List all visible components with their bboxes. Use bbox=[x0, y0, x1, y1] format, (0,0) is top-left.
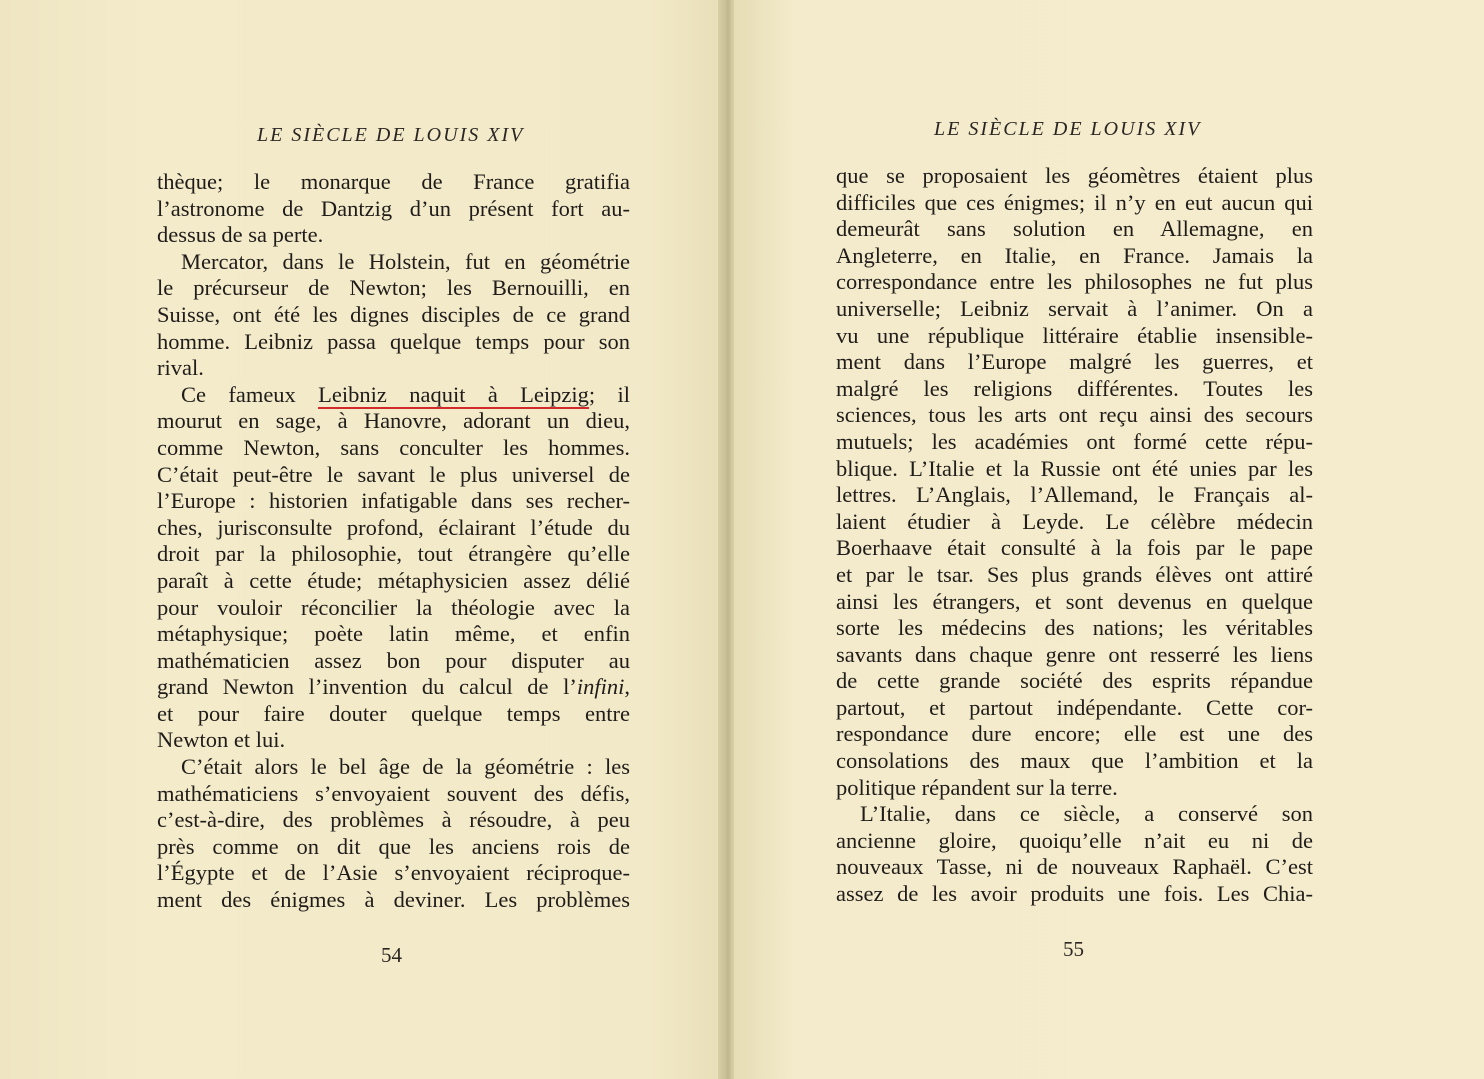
text-line: respondance dure encore; elle est une des bbox=[836, 721, 1313, 747]
text-line: C’était alors le bel âge de la géométrie : les bbox=[181, 754, 630, 780]
text-line: le précurseur de Newton; les Bernouilli, en bbox=[157, 275, 630, 301]
running-header-left: LE SIÈCLE DE LOUIS XIV bbox=[257, 124, 525, 146]
right-page bbox=[734, 0, 1484, 1079]
text-line: Boerhaave était consulté à la fois par le pape bbox=[836, 535, 1313, 561]
text-line: pour vouloir réconcilier la théologie avec la bbox=[157, 594, 630, 620]
text-line: l’Europe : historien infatigable dans ses recher- bbox=[157, 488, 630, 514]
text-line: universelle; Leibniz servait à l’animer. On a bbox=[836, 295, 1313, 321]
text-line: Suisse, ont été les dignes disciples de ce grand bbox=[157, 301, 630, 327]
text-line: sciences, tous les arts ont reçu ainsi des secours bbox=[836, 402, 1313, 428]
text-line: politique répandent sur la terre. bbox=[836, 774, 1118, 800]
text-line-italic bbox=[157, 674, 630, 701]
text-line: Angleterre, en Italie, en France. Jamais la bbox=[836, 242, 1313, 268]
text-line: lettres. L’Anglais, l’Allemand, le Français al- bbox=[836, 482, 1313, 508]
text-line: homme. Leibniz passa quelque temps pour son bbox=[157, 328, 630, 354]
text-line: Mercator, dans le Holstein, fut en géométrie bbox=[181, 248, 630, 274]
text-line: rival. bbox=[157, 355, 204, 381]
text-line: mourut en sage, à Hanovre, adorant un dieu, bbox=[157, 408, 630, 434]
text-line: ainsi les étrangers, et sont devenus en quelque bbox=[836, 588, 1313, 614]
text-line: l’Égypte et de l’Asie s’envoyaient réciproque- bbox=[157, 860, 630, 886]
text-line: assez de les avoir produits une fois. Les Chia- bbox=[836, 881, 1313, 907]
page-number-left: 54 bbox=[381, 943, 402, 967]
running-header-right: LE SIÈCLE DE LOUIS XIV bbox=[934, 118, 1202, 140]
text-line: ment des énigmes à deviner. Les problèmes bbox=[157, 887, 630, 913]
text-line: Newton et lui. bbox=[157, 727, 286, 753]
left-page bbox=[0, 0, 722, 1079]
text-line: droit par la philosophie, tout étrangère qu’elle bbox=[157, 541, 630, 567]
text-line: ment dans l’Europe malgré les guerres, et bbox=[836, 349, 1313, 375]
text-line: nouveaux Tasse, ni de nouveaux Raphaël. C’est bbox=[836, 854, 1313, 880]
text-line: c’est-à-dire, des problèmes à résoudre, à peu bbox=[157, 807, 630, 833]
text-line: thèque; le monarque de France gratifia bbox=[157, 169, 630, 194]
text-fragment: ; il bbox=[588, 381, 630, 407]
text-line: et par le tsar. Ses plus grands élèves ont attiré bbox=[836, 561, 1313, 587]
text-line: ches, jurisconsulte profond, éclairant l’étude du bbox=[157, 514, 630, 540]
text-line: et pour faire douter quelque temps entre bbox=[157, 700, 630, 726]
text-line: ancienne gloire, quoiqu’elle n’ait eu ni de bbox=[836, 827, 1313, 853]
text-line: malgré les religions différentes. Toutes les bbox=[836, 375, 1313, 401]
text-line: l’astronome de Dantzig d’un présent fort au- bbox=[157, 195, 630, 221]
text-fragment: , bbox=[624, 674, 630, 700]
right-page-body bbox=[836, 163, 1313, 908]
text-line: laient étudier à Leyde. Le célèbre médecin bbox=[836, 508, 1313, 534]
text-line: dessus de sa perte. bbox=[157, 222, 324, 248]
text-line: de cette grande société des esprits répandue bbox=[836, 668, 1313, 694]
text-line: C’était peut-être le savant le plus universel de bbox=[157, 461, 630, 487]
text-line: correspondance entre les philosophes ne fut plus bbox=[836, 269, 1313, 295]
text-line-annotated bbox=[157, 382, 630, 409]
text-line: demeurât sans solution en Allemagne, en bbox=[836, 216, 1313, 242]
text-line: mathématiciens s’envoyaient souvent des défis, bbox=[157, 780, 630, 806]
italic-word: infini bbox=[576, 674, 625, 700]
text-line: L’Italie, dans ce siècle, a conservé son bbox=[860, 801, 1313, 827]
text-fragment: grand Newton l’invention du calcul de l’ bbox=[157, 674, 577, 700]
text-line: partout, et partout indépendante. Cette cor- bbox=[836, 694, 1313, 720]
text-line: mathématicien assez bon pour disputer au bbox=[157, 647, 630, 673]
text-line: vu une république littéraire établie insensible- bbox=[836, 322, 1313, 348]
page-number-right: 55 bbox=[1063, 937, 1084, 961]
text-line: difficiles que ces énigmes; il n’y en eut aucun qui bbox=[836, 189, 1313, 215]
red-underlined-phrase: Leibniz naquit à Leipzig bbox=[318, 381, 589, 407]
text-line: près comme on dit que les anciens rois de bbox=[157, 833, 630, 859]
text-line: que se proposaient les géomètres étaient plus bbox=[836, 163, 1313, 188]
text-fragment: Ce fameux bbox=[181, 381, 296, 407]
left-page-body bbox=[157, 169, 630, 914]
text-line: comme Newton, sans conculter les hommes. bbox=[157, 434, 630, 460]
text-line: mutuels; les académies ont formé cette répu- bbox=[836, 428, 1313, 454]
text-line: sorte les médecins des nations; les véritables bbox=[836, 615, 1313, 641]
text-line: savants dans chaque genre ont resserré les liens bbox=[836, 641, 1313, 667]
text-line: paraît à cette étude; métaphysicien assez délié bbox=[157, 567, 630, 593]
text-line: consolations des maux que l’ambition et la bbox=[836, 748, 1313, 774]
text-line: métaphysique; poète latin même, et enfin bbox=[157, 621, 630, 647]
text-line: blique. L’Italie et la Russie ont été unies par les bbox=[836, 455, 1313, 481]
